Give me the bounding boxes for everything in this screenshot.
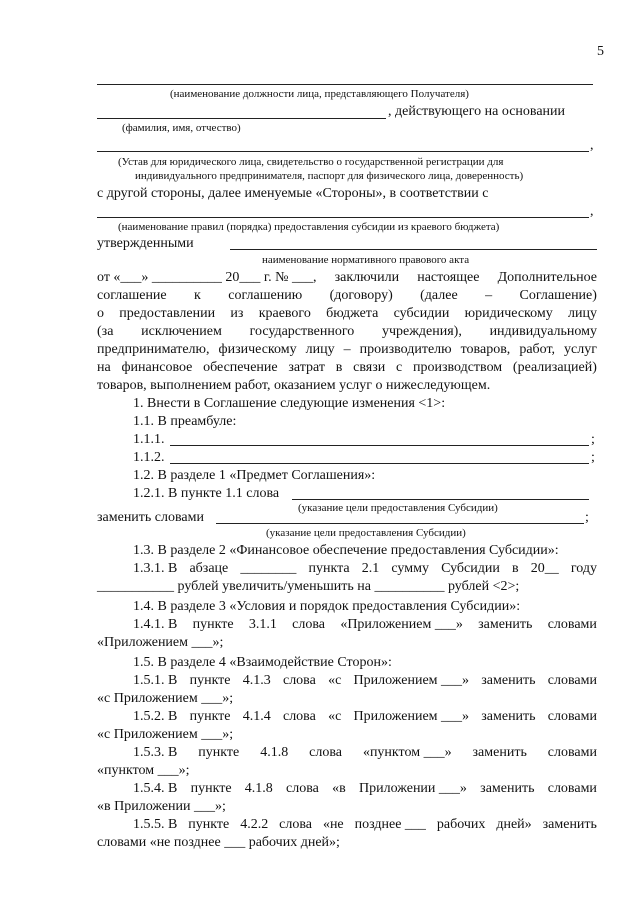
w: Приложении ___» bbox=[359, 781, 467, 796]
item-1-5-5-line-1 bbox=[133, 817, 597, 833]
w: индивидуальному bbox=[489, 324, 597, 339]
w: Дополнительное bbox=[497, 270, 597, 285]
w: 4.1.8 bbox=[244, 781, 273, 796]
w: на bbox=[97, 360, 111, 375]
w: (реализацией) bbox=[512, 360, 597, 375]
w: услуг bbox=[564, 342, 597, 357]
caption-basis-2: индивидуального предпринимателя, паспорт для физического лица, доверенность) bbox=[135, 170, 524, 182]
w: 1.5.1. В bbox=[133, 673, 178, 688]
item-1-2: 1.2. В разделе 1 «Предмет Соглашения»: bbox=[133, 468, 376, 483]
w: – bbox=[485, 288, 493, 303]
w: слова bbox=[286, 781, 319, 796]
w: к bbox=[194, 288, 201, 303]
w: 1.4.1. В bbox=[133, 617, 178, 632]
w: 2.1 bbox=[361, 561, 380, 576]
w: юридическому bbox=[464, 306, 553, 321]
intro-line-3 bbox=[97, 306, 597, 322]
w: товаров, bbox=[460, 342, 511, 357]
item-1-5-4-line-2: «в Приложении ___»; bbox=[97, 799, 226, 814]
intro-line-1 bbox=[97, 270, 597, 286]
w: из bbox=[230, 306, 244, 321]
w: 1.3.1. В bbox=[133, 561, 178, 576]
w: «с bbox=[328, 709, 342, 724]
w: рабочих bbox=[436, 817, 486, 832]
item-1-2-1: 1.2.1. В пункте 1.1 слова bbox=[133, 486, 280, 501]
w: заменить bbox=[472, 745, 527, 760]
w: в bbox=[511, 561, 519, 576]
comma-1: , bbox=[590, 138, 594, 153]
w: 1.5.5. В bbox=[133, 817, 178, 832]
w: производителю bbox=[359, 342, 452, 357]
item-1-5-2-line-1 bbox=[133, 709, 597, 725]
w: слова bbox=[282, 709, 316, 724]
w: лицу bbox=[305, 342, 335, 357]
intro-line-2 bbox=[97, 288, 597, 304]
item-1-5-2-line-2: «с Приложением ___»; bbox=[97, 727, 234, 742]
item-1-4-1-line-1 bbox=[133, 617, 597, 633]
w: году bbox=[570, 561, 597, 576]
w: связи bbox=[353, 360, 386, 375]
w: краевого bbox=[258, 306, 311, 321]
w: 3.1.1 bbox=[248, 617, 277, 632]
w: пункте bbox=[198, 745, 240, 760]
w: слова bbox=[309, 745, 342, 760]
item-1-1-2-line bbox=[170, 463, 589, 464]
w: – bbox=[343, 342, 351, 357]
w: словами bbox=[547, 709, 597, 724]
caption-goal-2: (указание цели предоставления Субсидии) bbox=[266, 527, 466, 539]
item-1-1: 1.1. В преамбуле: bbox=[133, 414, 237, 429]
w: обеспечение bbox=[203, 360, 278, 375]
item-1-1-1-line bbox=[170, 445, 589, 446]
w: (за bbox=[97, 324, 114, 339]
w: Соглашение) bbox=[519, 288, 597, 303]
w: позднее ___ bbox=[354, 817, 426, 832]
w: заменить bbox=[481, 673, 536, 688]
w: о bbox=[97, 306, 104, 321]
w: слова bbox=[282, 673, 316, 688]
caption-act: наименование нормативного правового акта bbox=[262, 254, 470, 266]
item-1-4: 1.4. В разделе 3 «Условия и порядок предоставления Субсидии»: bbox=[133, 599, 521, 614]
replace-with-semicolon: ; bbox=[585, 510, 589, 525]
w: заключили bbox=[334, 270, 400, 285]
w: заменить bbox=[480, 781, 535, 796]
item-1-5-1-line-2: «с Приложением ___»; bbox=[97, 691, 234, 706]
w: 4.1.4 bbox=[242, 709, 271, 724]
replace-with-line bbox=[216, 523, 584, 524]
item-1-1-1: 1.1.1. bbox=[133, 432, 165, 447]
w: Приложением ___» bbox=[353, 673, 470, 688]
position-line bbox=[97, 84, 593, 85]
item-1-4-1-line-2: «Приложением ___»; bbox=[97, 635, 224, 650]
w: пункте bbox=[190, 781, 232, 796]
w: пункте bbox=[189, 673, 231, 688]
intro-line-7: товаров, выполнением работ, оказанием услуг о нижеследующем. bbox=[97, 378, 491, 393]
basis-line bbox=[97, 151, 589, 152]
w: соглашению bbox=[228, 288, 303, 303]
w: 4.1.3 bbox=[242, 673, 271, 688]
w: производством bbox=[412, 360, 503, 375]
w: Субсидии bbox=[441, 561, 500, 576]
intro-line-4 bbox=[97, 324, 597, 340]
rules-line bbox=[97, 217, 589, 218]
w: слова bbox=[292, 617, 326, 632]
caption-fio: (фамилия, имя, отчество) bbox=[122, 122, 241, 134]
page-number: 5 bbox=[597, 44, 604, 59]
item-1: 1. Внести в Соглашение следующие изменения <1>: bbox=[133, 396, 446, 411]
w: государственного bbox=[249, 324, 355, 339]
item-1-2-1-line bbox=[292, 499, 589, 500]
w: 1.5.2. В bbox=[133, 709, 178, 724]
w: (договору) bbox=[329, 288, 393, 303]
item-1-5-3-line-1 bbox=[133, 745, 597, 761]
item-1-5-4-line-1 bbox=[133, 781, 597, 797]
w: «Приложением ___» bbox=[340, 617, 463, 632]
w: предоставлении bbox=[119, 306, 216, 321]
w: пункта bbox=[308, 561, 350, 576]
item-1-1-1-semicolon: ; bbox=[591, 432, 595, 447]
w: исключением bbox=[141, 324, 222, 339]
caption-goal-1: (указание цели предоставления Субсидии) bbox=[298, 502, 498, 514]
w: заменить bbox=[481, 709, 536, 724]
other-side-text: с другой стороны, далее именуемые «Стороны», в соответствии с bbox=[97, 186, 489, 201]
w: в bbox=[335, 360, 343, 375]
w: бюджета bbox=[326, 306, 379, 321]
w: пункте bbox=[192, 617, 234, 632]
w: «с bbox=[328, 673, 342, 688]
w: работ, bbox=[519, 342, 556, 357]
item-1-3: 1.3. В разделе 2 «Финансовое обеспечение предоставления Субсидии»: bbox=[133, 543, 559, 558]
w: пункте bbox=[188, 817, 230, 832]
intro-line-6 bbox=[97, 360, 597, 376]
w: от «___» __________ 20___ г. № ___, bbox=[97, 270, 317, 285]
w: затрат bbox=[288, 360, 326, 375]
w: сумму bbox=[391, 561, 429, 576]
fio-line bbox=[97, 118, 386, 119]
w: субсидии bbox=[393, 306, 450, 321]
w: заменить bbox=[478, 617, 533, 632]
comma-2: , bbox=[590, 204, 594, 219]
w: «в bbox=[332, 781, 346, 796]
acting-basis-text: , действующего на основании bbox=[388, 104, 566, 119]
w: абзаце bbox=[189, 561, 229, 576]
w: настоящее bbox=[417, 270, 480, 285]
w: словами bbox=[547, 745, 597, 760]
intro-line-5 bbox=[97, 342, 597, 358]
w: Приложением ___» bbox=[353, 709, 470, 724]
w: учреждения), bbox=[381, 324, 462, 339]
w: дней» bbox=[496, 817, 532, 832]
item-1-1-2-semicolon: ; bbox=[591, 450, 595, 465]
w: с bbox=[396, 360, 403, 375]
item-1-3-1-line-1 bbox=[133, 561, 597, 577]
w: физическому bbox=[218, 342, 297, 357]
act-line bbox=[230, 249, 597, 250]
item-1-5: 1.5. В разделе 4 «Взаимодействие Сторон»: bbox=[133, 655, 392, 670]
caption-rules: (наименование правил (порядка) предоставления субсидии из краевого бюджета) bbox=[118, 221, 500, 233]
w: 1.5.3. В bbox=[133, 745, 178, 760]
w: финансовое bbox=[121, 360, 193, 375]
w: «пунктом ___» bbox=[362, 745, 452, 760]
w: 4.2.2 bbox=[240, 817, 269, 832]
w: ________ bbox=[240, 561, 297, 576]
w: пункте bbox=[189, 709, 231, 724]
w: заменить bbox=[542, 817, 597, 832]
w: словами bbox=[547, 781, 597, 796]
caption-position: (наименование должности лица, представляющего Получателя) bbox=[170, 88, 469, 100]
w: предпринимателю, bbox=[97, 342, 210, 357]
w: словами bbox=[547, 617, 597, 632]
replace-with-text: заменить словами bbox=[97, 510, 204, 525]
item-1-3-1-line-2: ___________ рублей увеличить/уменьшить на __________ рублей <2>; bbox=[97, 579, 520, 594]
w: соглашение bbox=[97, 288, 167, 303]
item-1-5-1-line-1 bbox=[133, 673, 597, 689]
w: лицу bbox=[568, 306, 597, 321]
caption-basis-1: (Устав для юридического лица, свидетельство о государственной регистрации для bbox=[118, 156, 504, 168]
w: 4.1.8 bbox=[260, 745, 289, 760]
item-1-5-5-line-2: словами «не позднее ___ рабочих дней»; bbox=[97, 835, 340, 850]
item-1-1-2: 1.1.2. bbox=[133, 450, 165, 465]
w: 20__ bbox=[530, 561, 559, 576]
w: «не bbox=[322, 817, 344, 832]
w: слова bbox=[279, 817, 312, 832]
approved-text: утвержденными bbox=[97, 236, 194, 251]
w: словами bbox=[547, 673, 597, 688]
w: (далее bbox=[420, 288, 458, 303]
w: 1.5.4. В bbox=[133, 781, 178, 796]
item-1-5-3-line-2: «пунктом ___»; bbox=[97, 763, 190, 778]
